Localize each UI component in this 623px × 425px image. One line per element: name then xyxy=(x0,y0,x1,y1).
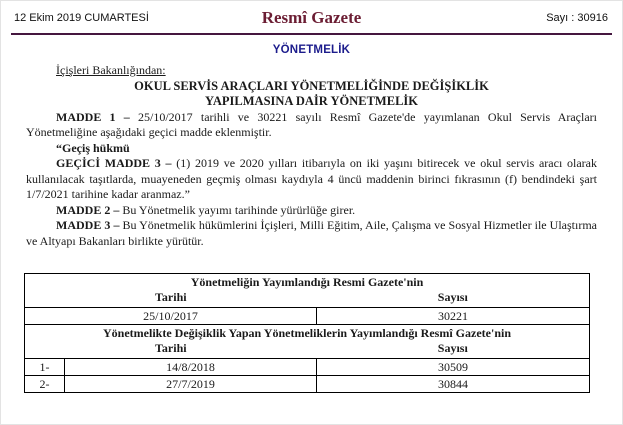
paragraph-text: Bu Yönetmelik yayımı tarihinde yürürlüğe girer. xyxy=(119,202,356,217)
cell-index: 2- xyxy=(25,376,65,393)
paragraph-lead: “Geçiş hükmü xyxy=(56,140,130,155)
masthead xyxy=(1,8,622,28)
gazette-title: Resmî Gazete xyxy=(261,8,362,27)
table-section2-header xyxy=(25,325,590,359)
paragraph-lead: MADDE 2 – xyxy=(56,202,120,217)
table-section1-header xyxy=(25,274,590,308)
cell-number: 30509 xyxy=(317,359,590,376)
paragraph-text: Bu Yönetmelik hükümlerini İçişleri, Milli Eğitim, Aile, Çalışma ve Sosyal Hizmetler ile Ulaştırma ve Altyapı Bakanları birlikte yürütür. xyxy=(26,218,598,248)
paragraph-lead: GEÇİCİ MADDE 3 – xyxy=(56,156,172,170)
column-header-number: Sayısı xyxy=(437,341,468,355)
paragraph-lead: MADDE 3 – xyxy=(56,218,120,232)
section2-column-headers xyxy=(25,341,589,356)
issue-number: Sayı : 30916 xyxy=(546,12,608,24)
regulation-title-line2: YAPILMASINA DAİR YÖNETMELİK xyxy=(205,94,418,108)
cell-index: 1- xyxy=(25,359,65,376)
table-row xyxy=(25,308,590,325)
paragraph-text: (1) 2019 ve 2020 yılları itibarıyla on iki yaşını bitirecek ve okul servis aracı olarak kullanılacak taşıtlarda, muayeneden geçmiş olması kaydıyla 4 üncü maddenin birinci fıkrasının (f) bendindeki şart 1/7/2021 tarihine kadar aranmaz.” xyxy=(26,156,597,201)
ministry-name: İçişleri Bakanlığından: xyxy=(56,63,166,77)
paragraph-text: 25/10/2017 tarihli ve 30221 sayılı Resmî Gazete'de yayımlanan Okul Servis Araçları Yönetmeliğine aşağıdaki geçici madde eklenmiştir. xyxy=(26,109,598,139)
section1-column-headers xyxy=(25,290,589,305)
ministry-line xyxy=(56,63,597,79)
paragraph-gecici-madde-3 xyxy=(26,156,597,203)
section2-title: Yönetmelikte Değişiklik Yapan Yönetmeliklerin Yayımlandığı Resmî Gazete'nin xyxy=(103,326,511,340)
regulation-title-line1: OKUL SERVİS ARAÇLARI YÖNETMELİĞİNDE DEĞİŞİKLİK xyxy=(134,78,489,93)
column-header-date: Tarihi xyxy=(155,290,187,304)
publication-history-table xyxy=(24,273,590,393)
cell-number: 30221 xyxy=(317,308,590,325)
paragraph-gecis-hukmu xyxy=(26,141,597,157)
cell-number: 30844 xyxy=(317,376,590,393)
paragraph-madde-1 xyxy=(26,110,597,141)
masthead-rule xyxy=(11,33,612,35)
issue-date: 12 Ekim 2019 CUMARTESİ xyxy=(14,12,149,24)
section-heading: YÖNETMELİK xyxy=(272,44,351,56)
table-row xyxy=(25,376,590,393)
section1-title: Yönetmeliğin Yayımlandığı Resmi Gazete'nin xyxy=(190,275,424,289)
paragraph-madde-2 xyxy=(26,203,597,219)
document-body xyxy=(26,63,597,249)
table-row xyxy=(25,359,590,376)
paragraph-madde-3 xyxy=(26,218,597,249)
column-header-date: Tarihi xyxy=(155,341,187,355)
cell-date: 27/7/2019 xyxy=(65,376,317,393)
paragraph-lead: MADDE 1 – xyxy=(56,109,130,124)
cell-date: 14/8/2018 xyxy=(65,359,317,376)
column-header-number: Sayısı xyxy=(437,290,468,304)
cell-date: 25/10/2017 xyxy=(25,308,317,325)
